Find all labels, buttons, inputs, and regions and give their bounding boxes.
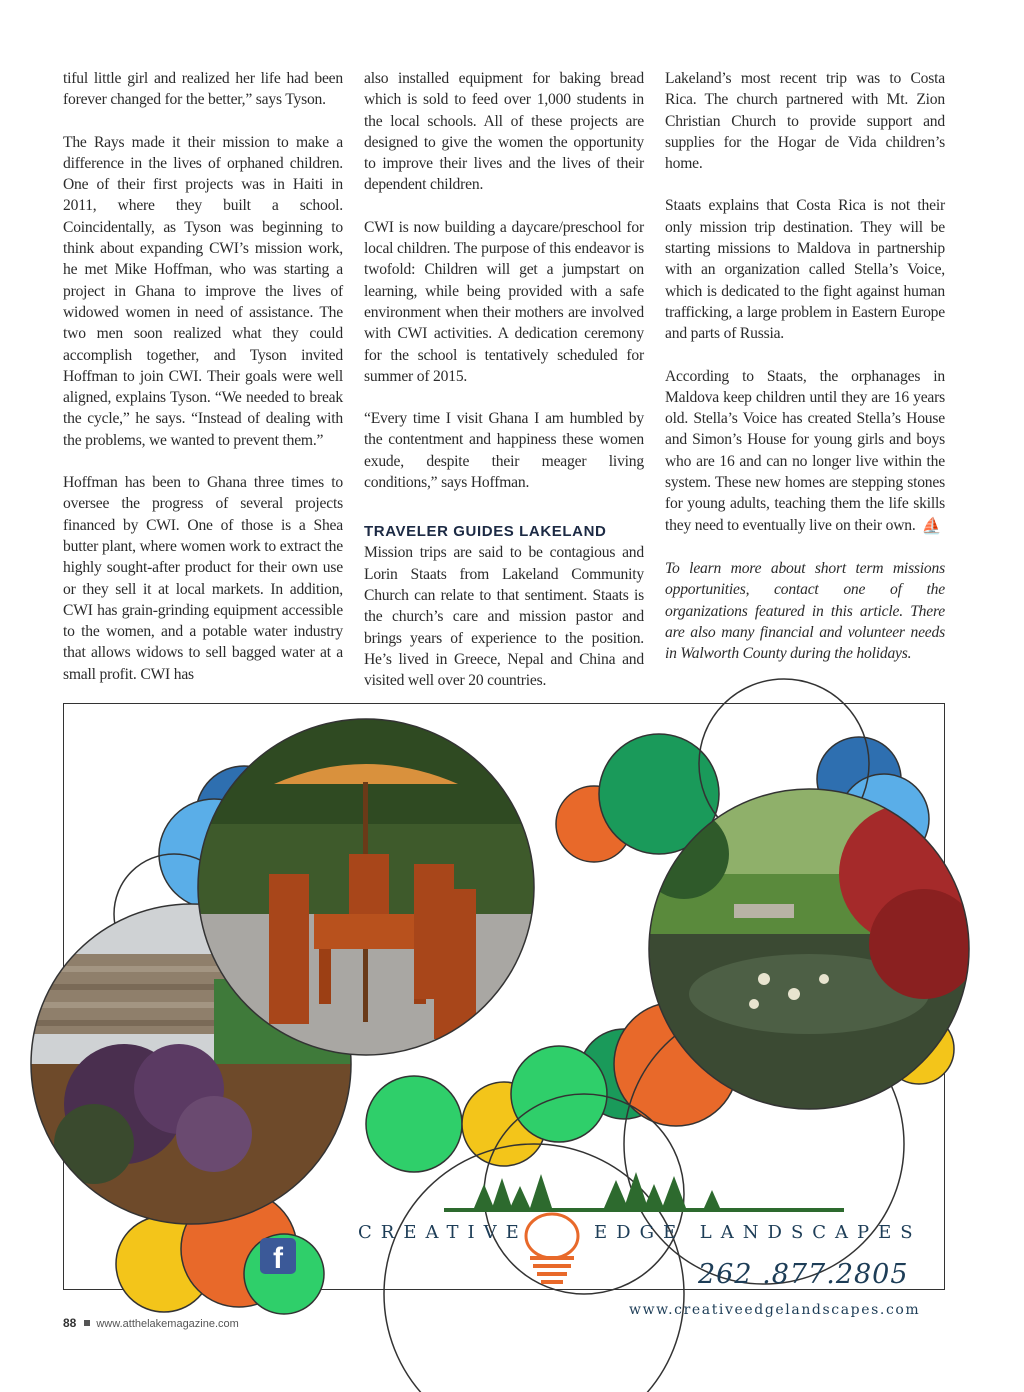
ad-artwork: [64, 704, 946, 1291]
sailboat-icon: ⛵: [921, 517, 942, 535]
paragraph: “Every time I visit Ghana I am humbled by the contentment and happiness these women exude, despite their meager living conditions,” says Hoffman.: [364, 410, 644, 492]
article-column-1: [63, 68, 343, 706]
lime-bubble: [366, 1076, 462, 1172]
paragraph: Mission trips are said to be contagious and Lorin Staats from Lakeland Community Church can relate to that sentiment. Staats is the church’s care and mission pastor and brings years of experience to the position. He’s lived in Greece, Nepal and China and visited well over 20 countries.: [364, 544, 644, 690]
paragraph-text: According to Staats, the orphanages in Maldova keep children until they are 16 years old. Stella’s Voice has created Stella’s House and Simon’s House for young girls and boys who are 16 and can no longer live within the system. These new homes are stepping stones for young adults, teaching them the life skills they need to eventually live on their own.: [665, 367, 945, 534]
website-url: www.creativeedgelandscapes.com: [629, 1302, 921, 1318]
paragraph: [665, 366, 945, 537]
paragraph: Hoffman has been to Ghana three times to oversee the progress of several projects financed by CWI. One of those is a Shea butter plant, where women work to extract the highly sought-after product for their own use or they sell it at local markets. In addition, CWI has grain-grinding equipment accessible to the women, and a potable water industry that allows widows to sell bagged water at a small profit. CWI has: [63, 474, 343, 683]
paragraph: Staats explains that Costa Rica is not their only mission trip destination. They will be starting missions to Maldova in partnership with an organization called Stella’s Voice, which is dedicated to the fight against human trafficking, a large problem in Eastern Europe and parts of Russia.: [665, 197, 945, 343]
article-column-2: [364, 68, 644, 712]
paragraph: The Rays made it their mission to make a difference in the lives of orphaned children. One of their first projects was in Haiti in 2011, where they built a school. Coincidentally, as Tyson was beginning to think about expanding CWI’s mission work, he met Mike Hoffman, who was starting a project in Ghana to improve the lives of widowed women in need of assistance. The two men soon realized what they could accomplish together, and Tyson invited Hoffman to join CWI. Their goals were well aligned, explains Tyson. “We needed to break the cycle,” he says. “Instead of dealing with the problems, we wanted to prevent them.”: [63, 133, 343, 449]
footer-url: www.atthelakemagazine.com: [96, 1318, 239, 1330]
brand-name-right: EDGE LANDSCAPES: [594, 1222, 922, 1243]
call-to-action: To learn more about short term missions opportunities, contact one of the organizations featured in this article. There are also many financial and volunteer needs in Walworth County during the holidays.: [665, 559, 945, 663]
page-footer: [63, 1316, 239, 1330]
paragraph: CWI is now building a daycare/preschool for local children. The purpose of this endeavor is twofold: Children will get a jumpstart on learning, while being provided with a safe environment when their mothers are involved with CWI activities. A dedication ceremony for the school is tentatively scheduled for summer of 2015.: [364, 218, 644, 385]
page-number: 88: [63, 1316, 77, 1330]
paragraph: also installed equipment for baking bread which is sold to feed over 1,000 students in the local schools. All of these projects are designed to give the women the opportunity to improve their lives and the lives of their dependent children.: [364, 70, 644, 194]
phone-number: 262 .877.2805: [698, 1259, 909, 1290]
paragraph: Lakeland’s most recent trip was to Costa Rica. The church partnered with Mt. Zion Christian Church to provide support and supplies for the Hogar de Vida children’s home.: [665, 70, 945, 173]
article-column-3: [665, 68, 945, 685]
landscaping-advertisement: [63, 703, 945, 1318]
facebook-icon: f: [260, 1238, 296, 1274]
section-heading: TRAVELER GUIDES LAKELAND: [364, 523, 607, 541]
bullet-square-icon: [84, 1320, 90, 1326]
paragraph: tiful little girl and realized her life had been forever changed for the better,” says Tyson.: [63, 70, 343, 109]
brand-name: [358, 1222, 922, 1248]
brand-name-left: CREATIVE: [358, 1222, 528, 1243]
